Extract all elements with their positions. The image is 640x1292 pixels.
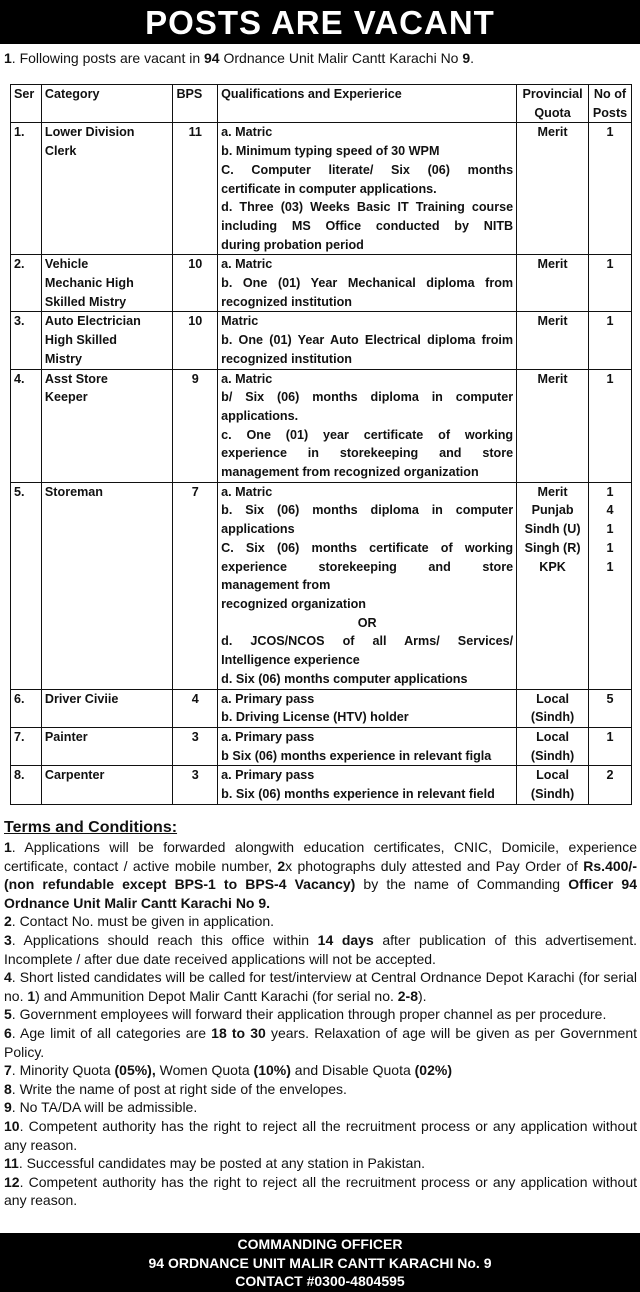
quota-line: Local [536, 768, 570, 783]
footer-line-contact: CONTACT #0300-4804595 [235, 1273, 405, 1289]
term-text: . Write the name of post at right side of the envelopes. [11, 1080, 347, 1097]
cell-category [41, 689, 173, 727]
qualification-line: d. Six (06) months computer applications [221, 671, 468, 686]
term-text: . Contact No. must be given in application. [11, 913, 275, 930]
cell-category [41, 482, 173, 689]
category-line: Vehicle [44, 257, 89, 272]
qualification-line: a. Primary pass [221, 729, 315, 744]
quota-line: Sindh (U) [524, 522, 581, 537]
cell-ser [11, 369, 42, 482]
cell-ser [11, 482, 42, 689]
term-bold-text: (02%) [414, 1062, 452, 1079]
term-text: . No TA/DA will be admissible. [11, 1099, 198, 1116]
posts-count: 1 [606, 484, 614, 499]
header-ser: Ser [11, 85, 42, 123]
term-bold-text: Rs.400/- (non refundable except BPS-1 to BPS-4 Vacancy) [4, 857, 637, 893]
term-bold-text: 6 [4, 1024, 12, 1041]
term-text: after publication of this advertisement. Incomplete / after due date received applications will not be accepted. [4, 931, 637, 967]
qualification-line: a. Primary pass [221, 768, 315, 783]
cell-no-of-posts [589, 727, 632, 765]
cell-ser [11, 123, 42, 255]
qualification-line: applications [221, 522, 295, 537]
qualification-line: b. Six (06) months diploma in computer [221, 503, 514, 518]
category-line: Mistry [44, 351, 82, 366]
term-text: . Government employees will forward their application through proper channel as per procedure. [11, 1006, 607, 1023]
term-bold-text: 3 [4, 931, 12, 948]
posts-count: 1 [606, 522, 614, 537]
intro-prefix: . Following posts are vacant in [11, 50, 205, 66]
qualification-line: b. One (01) Year Mechanical diploma from [221, 276, 514, 291]
cell-category [41, 255, 173, 312]
qualification-line: during probation period [221, 237, 364, 252]
cell-bps [173, 312, 218, 369]
table-row [11, 766, 632, 804]
category-line: Painter [44, 729, 88, 744]
cell-qualifications [218, 255, 517, 312]
cell-no-of-posts [589, 255, 632, 312]
term-text: by the name of Commanding [355, 876, 569, 893]
category-line: Asst Store [44, 371, 108, 386]
quota-line: Merit [537, 314, 568, 329]
cell-provincial-quota [517, 123, 589, 255]
qualification-line: d. Three (03) Weeks Basic IT Training course [221, 200, 514, 215]
term-bold-text: 18 to 30 [211, 1024, 266, 1041]
cell-no-of-posts [589, 482, 632, 689]
qualification-line: b/ Six (06) months diploma in computer [221, 390, 514, 405]
bps-value: 10 [188, 314, 203, 329]
qualification-line: C. Computer literate/ Six (06) months [221, 162, 514, 177]
qualification-line: applications. [221, 408, 299, 423]
qualification-line: certificate in computer applications. [221, 181, 437, 196]
table-row [11, 312, 632, 369]
bps-value: 7 [191, 484, 199, 499]
intro-unit-number: 94 [204, 50, 220, 66]
term-text: ) and Ammunition Depot Malir Cantt Karachi (for serial no. [35, 987, 398, 1004]
term-item [4, 1005, 637, 1024]
cell-no-of-posts [589, 312, 632, 369]
header-quota-line1: Provincial [522, 87, 583, 101]
intro-number: 1 [4, 50, 12, 66]
category-line: Storeman [44, 484, 103, 499]
term-item [4, 1173, 637, 1210]
qualification-line: a. Matric [221, 371, 273, 386]
cell-category [41, 369, 173, 482]
vacancies-table [10, 84, 632, 805]
header-bps: BPS [173, 85, 218, 123]
cell-ser [11, 312, 42, 369]
table-header-row [11, 85, 632, 123]
footer-line-unit: 94 ORDNANCE UNIT MALIR CANTT KARACHI No. 9 [148, 1254, 492, 1271]
term-item [4, 968, 637, 1005]
term-bold-text: 2-8 [397, 987, 418, 1004]
cell-bps [173, 255, 218, 312]
term-bold-text: 8 [4, 1080, 12, 1097]
term-bold-text: 1 [4, 839, 12, 855]
ser-value: 3. [14, 314, 25, 329]
cell-category [41, 766, 173, 804]
posts-count: 1 [606, 125, 614, 140]
qualification-line: a. Matric [221, 484, 273, 499]
category-line: Carpenter [44, 768, 105, 783]
footer-line-officer: COMMANDING OFFICER [237, 1236, 403, 1252]
qualification-line: b Six (06) months experience in relevant figla [221, 748, 492, 763]
qualification-line: c. One (01) year certificate of working [221, 427, 514, 442]
qualification-line: b. Six (06) months experience in relevant field [221, 787, 495, 802]
qualification-line: Intelligence experience [221, 653, 360, 668]
term-bold-text: 11 [4, 1155, 19, 1172]
quota-line: Merit [537, 484, 568, 499]
term-bold-text: 1 [27, 987, 36, 1004]
posts-count: 1 [606, 257, 614, 272]
cell-qualifications [218, 369, 517, 482]
term-item [4, 912, 637, 931]
posts-count: 4 [606, 503, 614, 518]
term-bold-text: 14 days [317, 931, 374, 948]
cell-provincial-quota [517, 312, 589, 369]
cell-category [41, 727, 173, 765]
quota-line: (Sindh) [530, 710, 575, 725]
cell-provincial-quota [517, 482, 589, 689]
term-text: ). [418, 987, 427, 1004]
quota-line: (Sindh) [530, 748, 575, 763]
cell-qualifications [218, 766, 517, 804]
bps-value: 11 [188, 125, 202, 140]
term-bold-text: 2 [277, 857, 286, 874]
cell-qualifications [218, 312, 517, 369]
quota-line: Local [536, 691, 570, 706]
qualification-line: recognized institution [221, 294, 352, 309]
qualification-line: management from [221, 578, 331, 593]
category-line: Skilled Mistry [44, 294, 127, 309]
cell-no-of-posts [589, 689, 632, 727]
term-text: . Applications should reach this office within [11, 931, 318, 948]
posts-count: 1 [606, 559, 614, 574]
posts-count: 2 [606, 768, 614, 783]
posts-count: 1 [606, 371, 614, 386]
cell-bps [173, 482, 218, 689]
header-category: Category [41, 85, 173, 123]
terms-heading: Terms and Conditions: [4, 819, 178, 836]
table-row [11, 689, 632, 727]
posts-count: 5 [606, 691, 614, 706]
quota-line: Merit [537, 125, 568, 140]
ser-value: 8. [14, 768, 25, 783]
category-line: Lower Division [44, 125, 135, 140]
quota-line: Merit [537, 257, 568, 272]
table-row [11, 369, 632, 482]
term-bold-text: (10%) [253, 1062, 291, 1079]
qualification-line: management from recognized organization [221, 465, 479, 480]
term-item [4, 1154, 637, 1173]
intro-unit-text: Ordnance Unit Malir Cantt Karachi No [219, 50, 463, 66]
cell-bps [173, 727, 218, 765]
posts-count: 1 [606, 314, 614, 329]
quota-line: Local [536, 729, 570, 744]
table-row [11, 255, 632, 312]
term-text: Women Quota [155, 1062, 254, 1079]
cell-category [41, 312, 173, 369]
cell-provincial-quota [517, 727, 589, 765]
qualification-line: d. JCOS/NCOS of all Arms/ Services/ [221, 634, 514, 649]
cell-ser [11, 766, 42, 804]
quota-line: KPK [539, 559, 566, 574]
term-item [4, 838, 637, 912]
ser-value: 7. [14, 729, 25, 744]
bps-value: 3 [191, 768, 199, 783]
ser-value: 4. [14, 371, 25, 386]
quota-line: (Sindh) [530, 787, 575, 802]
terms-and-conditions [4, 818, 637, 1210]
intro-line [4, 50, 640, 66]
category-line: Auto Electrician [44, 314, 141, 329]
header-no-line2: Posts [592, 105, 628, 120]
cell-no-of-posts [589, 766, 632, 804]
term-bold-text: 5 [4, 1006, 12, 1023]
qualification-line: b. One (01) Year Auto Electrical diploma froim [221, 333, 514, 348]
posts-count: 1 [606, 729, 614, 744]
term-bold-text: 10 [4, 1117, 20, 1134]
term-text: . Successful candidates may be posted at any station in Pakistan. [18, 1155, 426, 1172]
term-item [4, 1080, 637, 1099]
term-bold-text: 12 [4, 1173, 20, 1190]
page-title-banner: POSTS ARE VACANT [0, 0, 640, 44]
term-text: . Competent authority has the right to reject all the recruitment process or any application without any reason. [4, 1117, 637, 1153]
cell-ser [11, 689, 42, 727]
bps-value: 4 [191, 691, 199, 706]
term-bold-text: Officer 94 Ordnance Unit Malir Cantt Karachi No 9. [4, 876, 637, 911]
cell-no-of-posts [589, 369, 632, 482]
term-bold-text: 2 [4, 913, 12, 930]
table-body [11, 123, 632, 804]
qualification-line: b. Driving License (HTV) holder [221, 710, 409, 725]
term-item [4, 1024, 637, 1061]
cell-category [41, 123, 173, 255]
terms-list [4, 838, 637, 1210]
term-item [4, 1117, 637, 1154]
qualification-line: recognized institution [221, 351, 352, 366]
cell-provincial-quota [517, 766, 589, 804]
term-text: . Short listed candidates will be called for test/interview at Central Ordnance Depot Karachi (for serial no. [4, 969, 637, 1004]
bps-value: 9 [191, 371, 199, 386]
cell-qualifications [218, 123, 517, 255]
footer-contact-block [0, 1233, 640, 1292]
header-no-of-posts [589, 85, 632, 123]
cell-qualifications [218, 689, 517, 727]
term-item [4, 1098, 637, 1117]
ser-value: 2. [14, 257, 25, 272]
header-qualifications: Qualifications and Experierice [218, 85, 517, 123]
posts-count: 1 [606, 540, 614, 555]
term-bold-text: 7 [4, 1062, 12, 1079]
ser-value: 6. [14, 691, 25, 706]
term-text: . Minority Quota [11, 1062, 115, 1079]
qualification-line: including MS Office conducted by NITB [221, 218, 514, 233]
category-line: Driver Civiie [44, 691, 119, 706]
qualification-line: OR [357, 615, 377, 630]
quota-line: Merit [537, 371, 568, 386]
cell-qualifications [218, 727, 517, 765]
cell-bps [173, 369, 218, 482]
category-line: Clerk [44, 144, 77, 159]
term-text: . Competent authority has the right to reject all the recruitment process or any application without any reason. [4, 1173, 637, 1209]
term-text: years. Relaxation of age will be given as per Government Policy. [4, 1024, 638, 1060]
intro-end: . [470, 50, 475, 66]
bps-value: 3 [191, 729, 199, 744]
cell-provincial-quota [517, 255, 589, 312]
intro-unit-no: 9 [462, 50, 471, 66]
cell-bps [173, 123, 218, 255]
term-bold-text: (05%), [114, 1062, 156, 1079]
term-text: and Disable Quota [290, 1062, 415, 1079]
qualification-line: experience in storekeeping and store [221, 446, 514, 461]
term-text: . Applications will be forwarded alongwith education certificates, CNIC, Domicile, experience certificate, contact / active mobile number, [4, 839, 637, 874]
qualification-line: Matric [221, 314, 259, 329]
term-item [4, 1061, 637, 1080]
term-bold-text: 9 [4, 1099, 12, 1116]
table-row [11, 727, 632, 765]
qualification-line: C. Six (06) months certificate of working [221, 540, 514, 555]
qualification-line: a. Matric [221, 257, 273, 272]
table-row [11, 482, 632, 689]
qualification-line: recognized organization [221, 596, 366, 611]
header-provincial-quota [517, 85, 589, 123]
term-item [4, 931, 637, 968]
header-quota-line2: Quota [534, 105, 571, 120]
qualification-line: experience storekeeping and store [221, 559, 514, 574]
cell-ser [11, 255, 42, 312]
qualification-line: b. Minimum typing speed of 30 WPM [221, 144, 440, 159]
bps-value: 10 [188, 257, 203, 272]
table-row [11, 123, 632, 255]
category-line: Mechanic High [44, 276, 134, 291]
qualification-line: a. Matric [221, 125, 273, 140]
cell-no-of-posts [589, 123, 632, 255]
term-bold-text: 4 [4, 969, 12, 986]
quota-line: Singh (R) [524, 540, 581, 555]
category-line: High Skilled [44, 333, 117, 348]
cell-bps [173, 689, 218, 727]
cell-qualifications [218, 482, 517, 689]
ser-value: 1. [14, 125, 25, 140]
term-text: x photographs duly attested and Pay Order of [285, 857, 584, 874]
ser-value: 5. [14, 484, 25, 499]
term-text: . Age limit of all categories are [11, 1024, 212, 1041]
category-line: Keeper [44, 390, 88, 405]
header-no-line1: No of [593, 87, 627, 101]
quota-line: Punjab [531, 503, 574, 518]
cell-provincial-quota [517, 369, 589, 482]
cell-provincial-quota [517, 689, 589, 727]
cell-ser [11, 727, 42, 765]
qualification-line: a. Primary pass [221, 691, 315, 706]
cell-bps [173, 766, 218, 804]
